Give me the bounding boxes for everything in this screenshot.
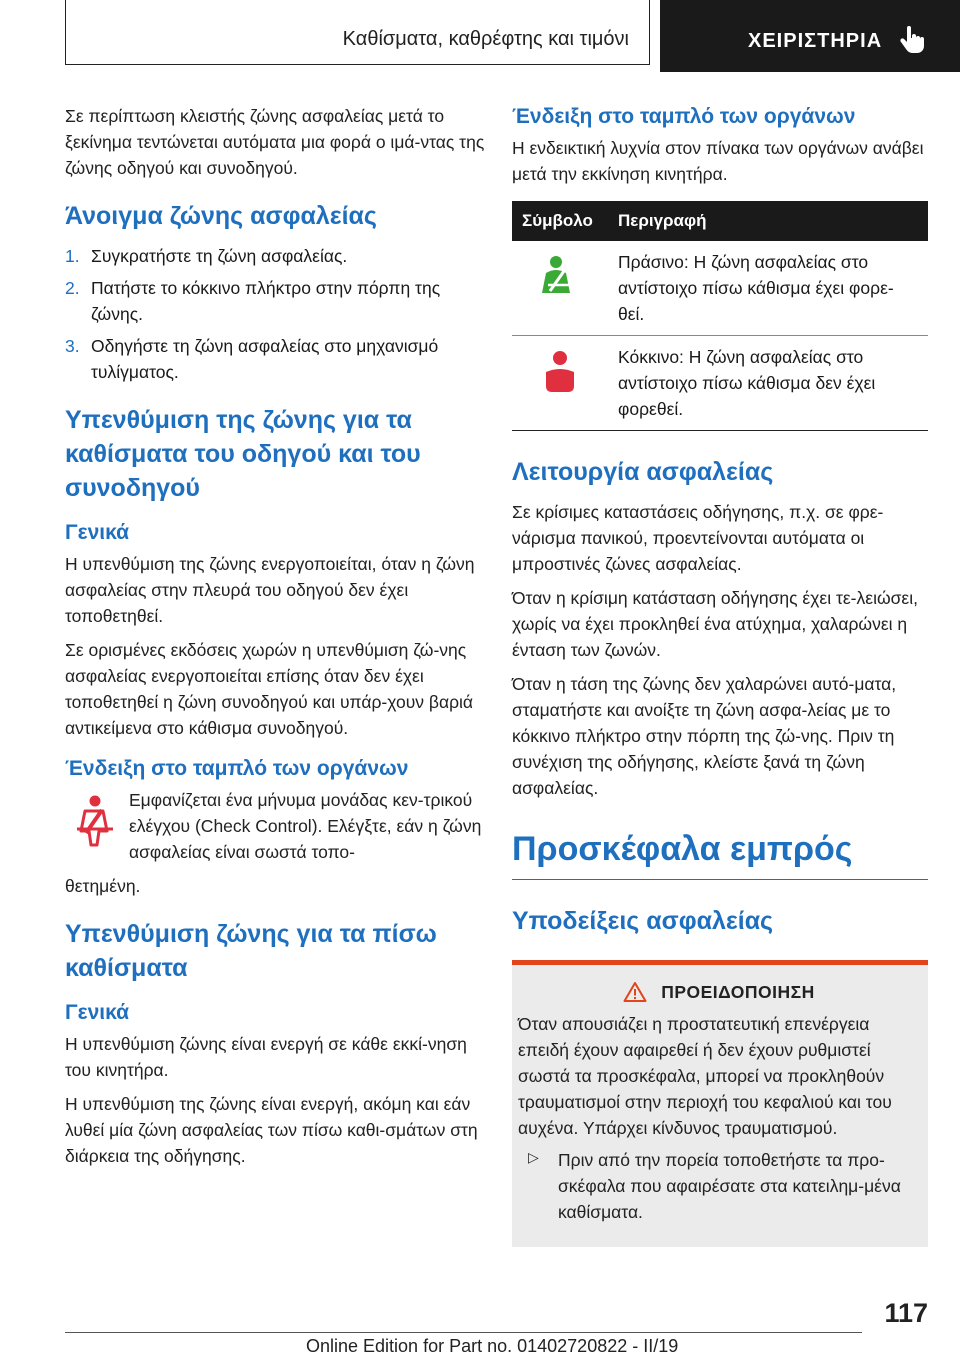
- table-header-symbol: Σύμβολο: [512, 201, 608, 241]
- paragraph: Η υπενθύμιση της ζώνης ενεργοποιείται, όταν η ζώνη ασφαλείας στην πλευρά του οδηγού δεν έχει τοποθετηθεί.: [65, 554, 475, 626]
- symbol-cell: [512, 336, 608, 431]
- warning-triangle-icon: [623, 981, 647, 1003]
- seat-belt-warning-icon: [73, 793, 117, 849]
- paragraph: Σε κρίσιμες καταστάσεις οδήγησης, π.χ. σε φρε-νάρισμα πανικού, προεντείνονται αυτόματα οι μπροστινές ζώνες ασφαλείας.: [512, 502, 884, 574]
- open-belt-heading: Άνοιγμα ζώνης ασφαλείας: [65, 202, 377, 230]
- paragraph: Όταν η κρίσιμη κατάσταση οδήγησης έχει τε-λειώσει, χωρίς να έχει προκληθεί ένα ατύχημα, χαλαρώνει η ένταση των ζωνών.: [512, 588, 918, 660]
- intro-paragraph: Σε περίπτωση κλειστής ζώνης ασφαλείας μετά το ξεκίνημα τεντώνεται αυτόματα μια φορά ο ιμά-ντας της ζώνης οδηγού και συνοδηγού.: [65, 106, 485, 178]
- warning-action-text: Πριν από την πορεία τοποθετήστε τα προ-σκέφαλα που αφαιρέσατε στα κατειλημ-μένα καθίσματα.: [558, 1150, 901, 1222]
- section-title: Καθίσματα, καθρέφτης και τιμόνι: [342, 28, 629, 50]
- warning-action: [518, 1147, 920, 1231]
- symbol-table: [512, 201, 928, 431]
- chapter-tab-label: ΧΕΙΡΙΣΤΗΡΙΑ: [748, 30, 883, 52]
- general-heading: Γενικά: [65, 521, 130, 544]
- safety-function-heading: Λειτουργία ασφαλείας: [512, 458, 774, 486]
- list-item: 1. Συγκρατήστε τη ζώνη ασφαλείας.: [65, 246, 348, 266]
- header-section-box: [65, 0, 650, 65]
- footer-divider: [65, 1332, 862, 1333]
- red-seat-belt-unfastened-icon: [542, 350, 578, 394]
- page-number: 117: [884, 1298, 928, 1328]
- right-column: [512, 103, 928, 1247]
- symbol-cell: [512, 241, 608, 336]
- paragraph: Όταν η τάση της ζώνης δεν χαλαρώνει αυτό-ματα, σταματήστε και ανοίξτε τη ζώνη ασφα-λείας με το κόκκινο πλήκτρο στην πόρπη της ζώ-νης. Πριν τη συνέχιση της οδήγησης, κλείστε ξανά τη ζώνη ασφαλείας.: [512, 674, 897, 798]
- warning-text: Όταν απουσιάζει η προστατευτική επενέργεια επειδή έχουν αφαιρεθεί ή δεν έχουν ρυθμιστεί σωστά τα προσκέφαλα, μπορεί να προκληθούν τραυματισμοί στην περιοχή του κεφαλιού και του αυχένα. Υπάρχει κίνδυνος τραυματισμού.: [518, 1014, 892, 1138]
- pointing-hand-icon: [896, 24, 928, 56]
- action-marker: ▷: [528, 1149, 539, 1165]
- chapter-tab[interactable]: [660, 0, 960, 72]
- table-row: [512, 336, 928, 431]
- indicator-heading: Ένδειξη στο ταμπλό των οργάνων: [512, 105, 856, 128]
- list-item: 3. Οδηγήστε τη ζώνη ασφαλείας στο μηχανισμό τυλίγματος.: [65, 336, 439, 382]
- list-item: 2. Πατήστε το κόκκινο πλήκτρο στην πόρπη της ζώνης.: [65, 278, 441, 324]
- table-header-row: [512, 201, 928, 241]
- indicator-heading: Ένδειξη στο ταμπλό των οργάνων: [65, 757, 409, 780]
- paragraph: Η υπενθύμιση ζώνης είναι ενεργή σε κάθε εκκί-νηση του κινητήρα.: [65, 1034, 467, 1080]
- paragraph: Η υπενθύμιση της ζώνης είναι ενεργή, ακόμη και εάν λυθεί μία ζώνη ασφαλείας των πίσω καθι-σμάτων στη διάρκεια της οδήγησης.: [65, 1094, 478, 1166]
- description-cell: Κόκκινο: Η ζώνη ασφαλείας στο αντίστοιχο πίσω κάθισμα δεν έχει φορεθεί.: [608, 336, 928, 431]
- safety-notes-heading: Υποδείξεις ασφαλείας: [512, 907, 774, 935]
- table-header-description: Περιγραφή: [608, 201, 928, 241]
- table-row: [512, 241, 928, 336]
- edition-footer: Online Edition for Part no. 01402720822 - II/19: [306, 1336, 679, 1356]
- warning-header: [518, 981, 920, 1003]
- paragraph: Η ενδεικτική λυχνία στον πίνακα των οργάνων ανάβει μετά την εκκίνηση κινητήρα.: [512, 138, 924, 184]
- rear-reminder-heading: Υπενθύμιση ζώνης για τα πίσω καθίσματα: [65, 920, 437, 982]
- warning-title: ΠΡΟΕΙΔΟΠΟΙΗΣΗ: [661, 981, 815, 1002]
- open-belt-steps: [65, 243, 485, 385]
- front-reminder-heading: Υπενθύμιση της ζώνης για τα καθίσματα του οδηγού και του συνοδηγού: [65, 406, 421, 502]
- headrest-heading: Προσκέφαλα εμπρός: [512, 827, 928, 880]
- left-column: [65, 103, 485, 1177]
- paragraph: Σε ορισμένες εκδόσεις χωρών η υπενθύμιση ζώ-νης ασφαλείας ενεργοποιείται επίσης όταν δεν έχει τοποθετηθεί η ζώνη συνοδηγού και υπάρ-χουν βαριά αντικείμενα στο κάθισμα συνοδηγού.: [65, 640, 474, 738]
- description-cell: Πράσινο: Η ζώνη ασφαλείας στο αντίστοιχο πίσω κάθισμα έχει φορε-θεί.: [608, 241, 928, 336]
- indicator-block: [65, 787, 485, 899]
- paragraph: Εμφανίζεται ένα μήνυμα μονάδας κεν-τρικού ελέγχου (Check Control). Ελέγξτε, εάν η ζώνη ασφαλείας είναι σωστά τοπο-: [129, 790, 482, 862]
- general-heading: Γενικά: [65, 1001, 130, 1024]
- warning-box: [512, 960, 928, 1247]
- paragraph: θετημένη.: [65, 876, 141, 896]
- green-seat-belt-fastened-icon: [540, 255, 580, 295]
